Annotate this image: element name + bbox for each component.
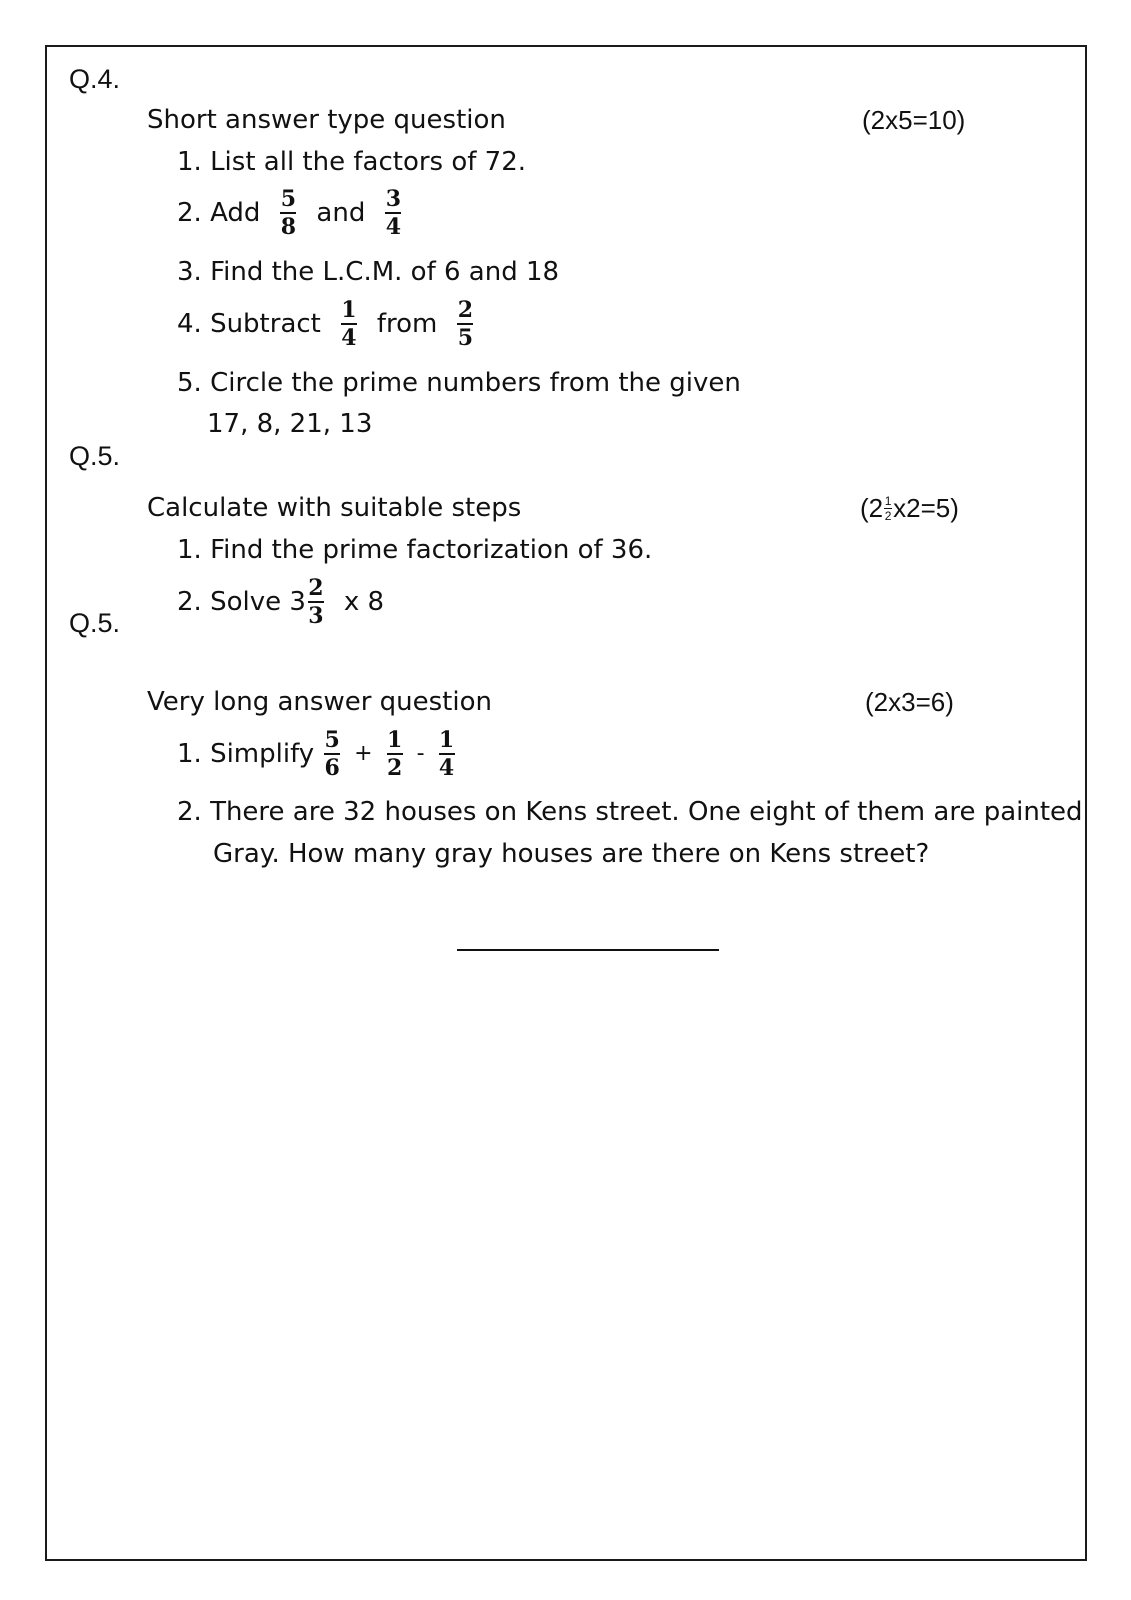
q4-item-1: 1. List all the factors of 72. [177,147,527,177]
q4-item-4 [177,294,479,354]
end-of-paper-line [457,949,719,951]
q4-item-4-from: from [376,309,438,339]
fraction-numerator: 1 [438,727,455,753]
plus-sign: + [354,741,373,766]
fraction [884,495,892,522]
q5b-marks: (2x3=6) [865,687,954,717]
fraction [324,728,340,780]
fraction [385,187,401,239]
q5a-item-2-suffix: x 8 [343,587,385,617]
q5b-item-2: 2. There are 32 houses on Kens street. One eight of them are painted [177,797,1083,827]
q5b-item-2-continued: Gray. How many gray houses are there on Kens street? [213,839,930,869]
fraction-denominator: 8 [280,214,297,240]
fraction [439,728,455,780]
q5b-item-1 [177,724,461,784]
q4-item-5-numbers: 17, 8, 21, 13 [207,409,373,439]
fraction [341,298,357,350]
fraction-numerator: 1 [884,493,892,508]
q4-marks: (2x5=10) [862,105,966,135]
fraction-numerator: 5 [280,186,297,212]
q5a-marks-suffix: x2=5) [893,493,959,523]
q5a-item-2 [177,572,384,632]
q5b-item-1-prefix: 1. Simplify [177,739,315,769]
question-number-q5a: Q.5. [69,441,121,471]
fraction [280,187,296,239]
fraction-numerator: 5 [324,727,340,753]
q4-item-2-prefix: 2. Add [177,198,261,228]
q5a-item-2-prefix: 2. Solve 3 [177,587,306,617]
fraction-denominator: 4 [385,214,401,240]
question-number-q5b: Q.5. [69,608,121,638]
q5a-marks-prefix: (2 [860,493,884,523]
q4-item-2-and: and [316,198,366,228]
fraction-denominator: 4 [438,755,455,781]
fraction-numerator: 2 [457,297,474,323]
fraction-numerator: 1 [386,727,403,753]
fraction-denominator: 2 [386,755,403,781]
q5b-heading: Very long answer question [147,687,492,717]
fraction [308,576,324,628]
question-number-q4: Q.4. [69,64,121,94]
q4-item-5: 5. Circle the prime numbers from the given [177,368,741,398]
fraction-denominator: 4 [341,325,357,351]
minus-sign: - [416,741,425,766]
fraction-denominator: 6 [324,755,340,781]
q5a-item-1: 1. Find the prime factorization of 36. [177,535,653,565]
q5a-marks [860,493,959,523]
fraction-denominator: 3 [308,603,324,629]
fraction [387,728,403,780]
q4-item-4-prefix: 4. Subtract [177,309,321,339]
fraction-numerator: 2 [308,575,324,601]
fraction-numerator: 3 [385,186,401,212]
q5a-heading: Calculate with suitable steps [147,493,522,523]
q4-item-2 [177,183,407,243]
fraction [457,298,473,350]
fraction-denominator: 5 [457,325,474,351]
q4-item-3: 3. Find the L.C.M. of 6 and 18 [177,257,560,287]
q4-heading: Short answer type question [147,105,506,135]
fraction-denominator: 2 [884,508,892,523]
fraction-numerator: 1 [341,297,357,323]
